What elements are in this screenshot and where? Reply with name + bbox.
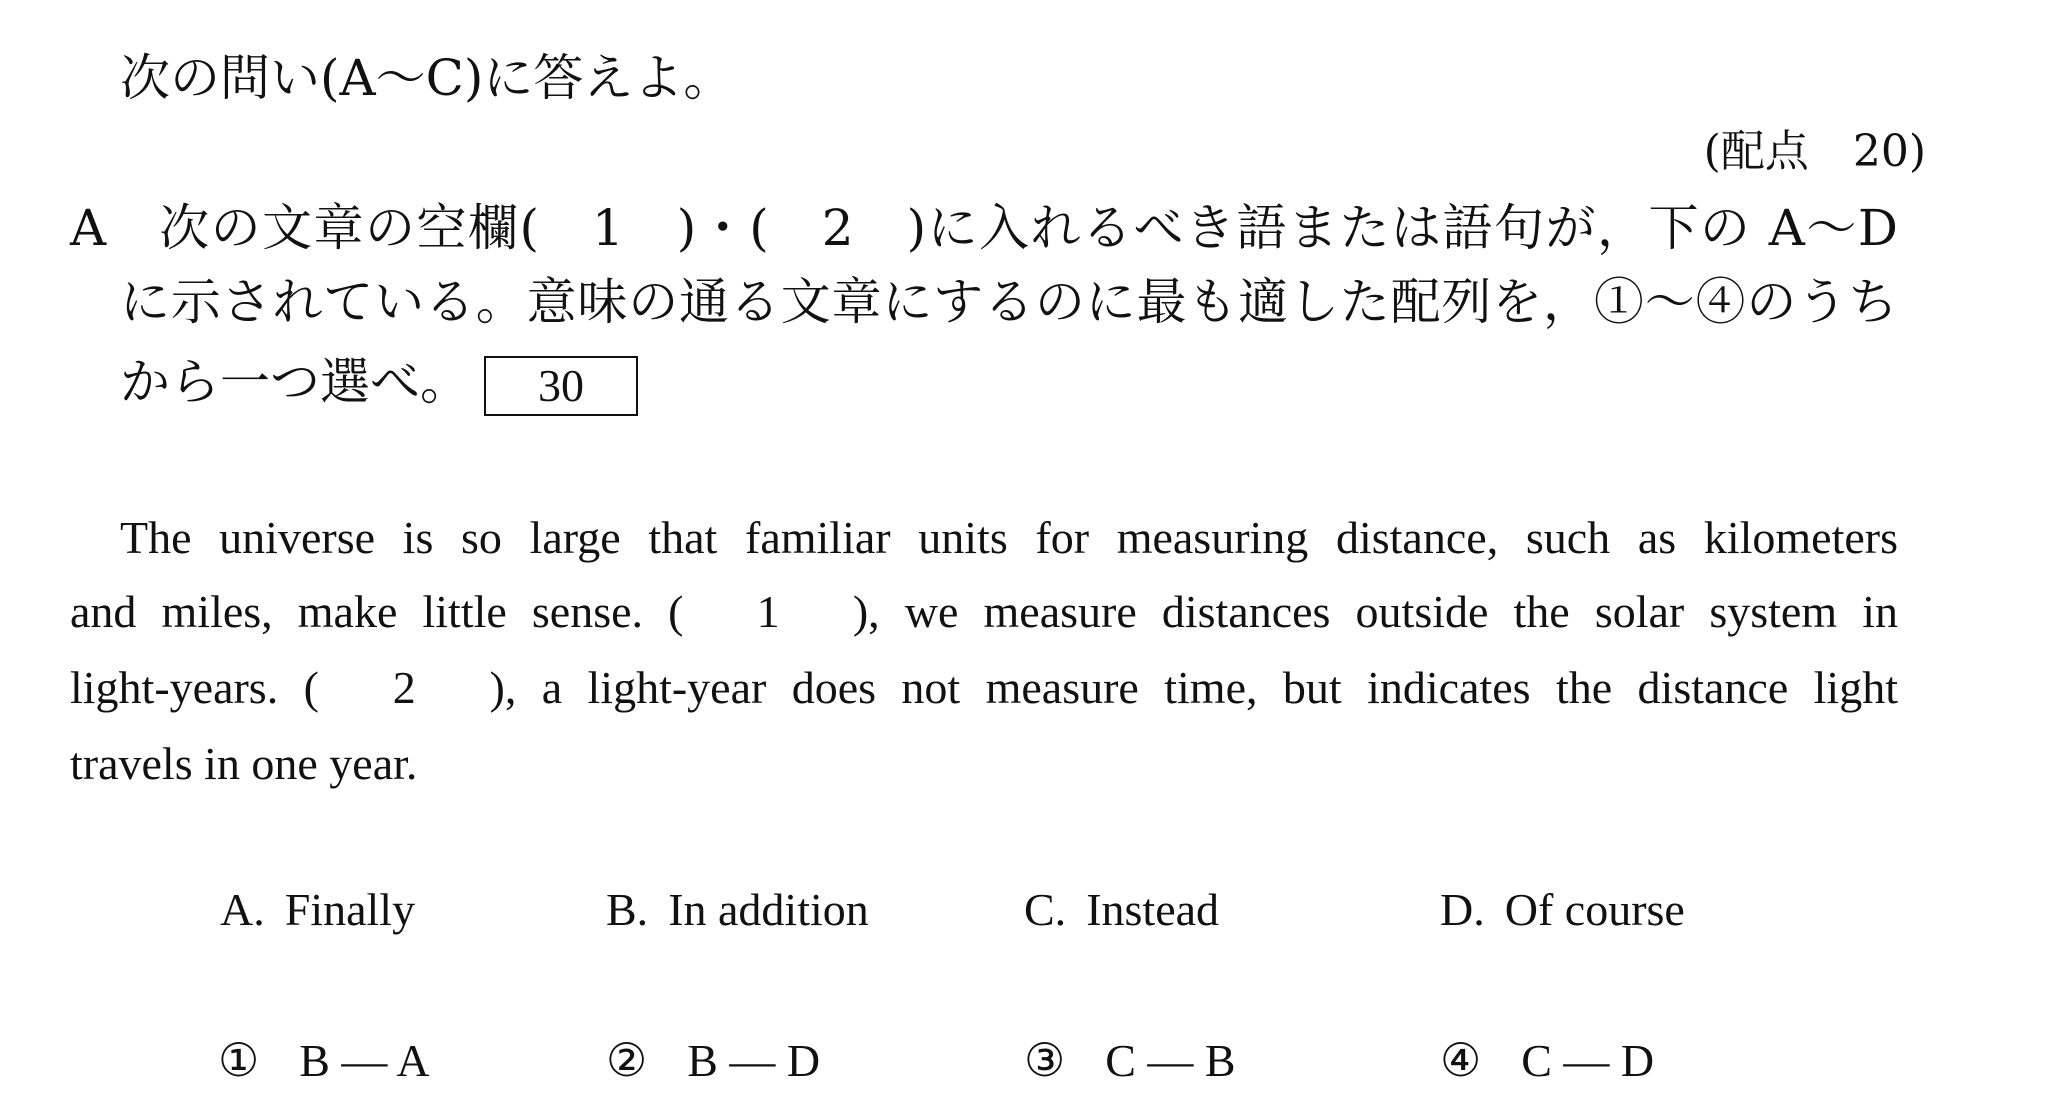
choice-2-number: ② <box>606 1033 648 1087</box>
question-line-1: A 次の文章の空欄( 1 )・( 2 )に入れるべき語または語句が，下の A〜D <box>70 199 1898 257</box>
passage-line-1: The universe is so large that familiar units for measuring distance, such as kilometers <box>120 512 1898 563</box>
option-a-text: Finally <box>284 884 416 935</box>
question-line-3: から一つ選べ。 <box>120 353 470 411</box>
choice-2[interactable] <box>606 1030 820 1091</box>
choice-3-number: ③ <box>1024 1033 1066 1087</box>
question-line-2: に示されている。意味の通る文章にするのに最も適した配列を，①〜④のうち <box>120 273 1898 331</box>
choice-3[interactable] <box>1024 1030 1236 1091</box>
option-c-letter: C. <box>1024 884 1067 935</box>
choice-4-text: C — D <box>1521 1035 1655 1086</box>
question-line-3-container <box>120 350 638 416</box>
passage-line-2: and miles, make little sense. ( 1 ), we measure distances outside the solar system in <box>70 586 1898 637</box>
option-d <box>1440 880 1685 940</box>
option-b-text: In addition <box>668 884 869 935</box>
choice-4[interactable] <box>1440 1030 1654 1091</box>
instruction-heading: 次の問い(A〜C)に答えよ。 <box>120 49 734 107</box>
choice-3-text: C — B <box>1105 1035 1236 1086</box>
option-b-letter: B. <box>606 884 649 935</box>
choice-1[interactable] <box>218 1030 430 1091</box>
option-b <box>606 880 869 940</box>
passage-line-3: light-years. ( 2 ), a light-year does not measure time, but indicates the distance light <box>70 662 1898 713</box>
answer-number-box: 30 <box>484 356 638 416</box>
passage-line-4: travels in one year. <box>70 738 418 789</box>
option-a <box>220 880 415 940</box>
choice-4-number: ④ <box>1440 1033 1482 1087</box>
choice-2-text: B — D <box>687 1035 821 1086</box>
choice-1-number: ① <box>218 1033 260 1087</box>
option-c-text: Instead <box>1086 884 1220 935</box>
option-d-letter: D. <box>1440 884 1485 935</box>
option-d-text: Of course <box>1504 884 1685 935</box>
choice-1-text: B — A <box>299 1035 430 1086</box>
points-label: (配点 20) <box>1703 126 1926 177</box>
option-a-letter: A. <box>220 884 265 935</box>
option-c <box>1024 880 1219 940</box>
